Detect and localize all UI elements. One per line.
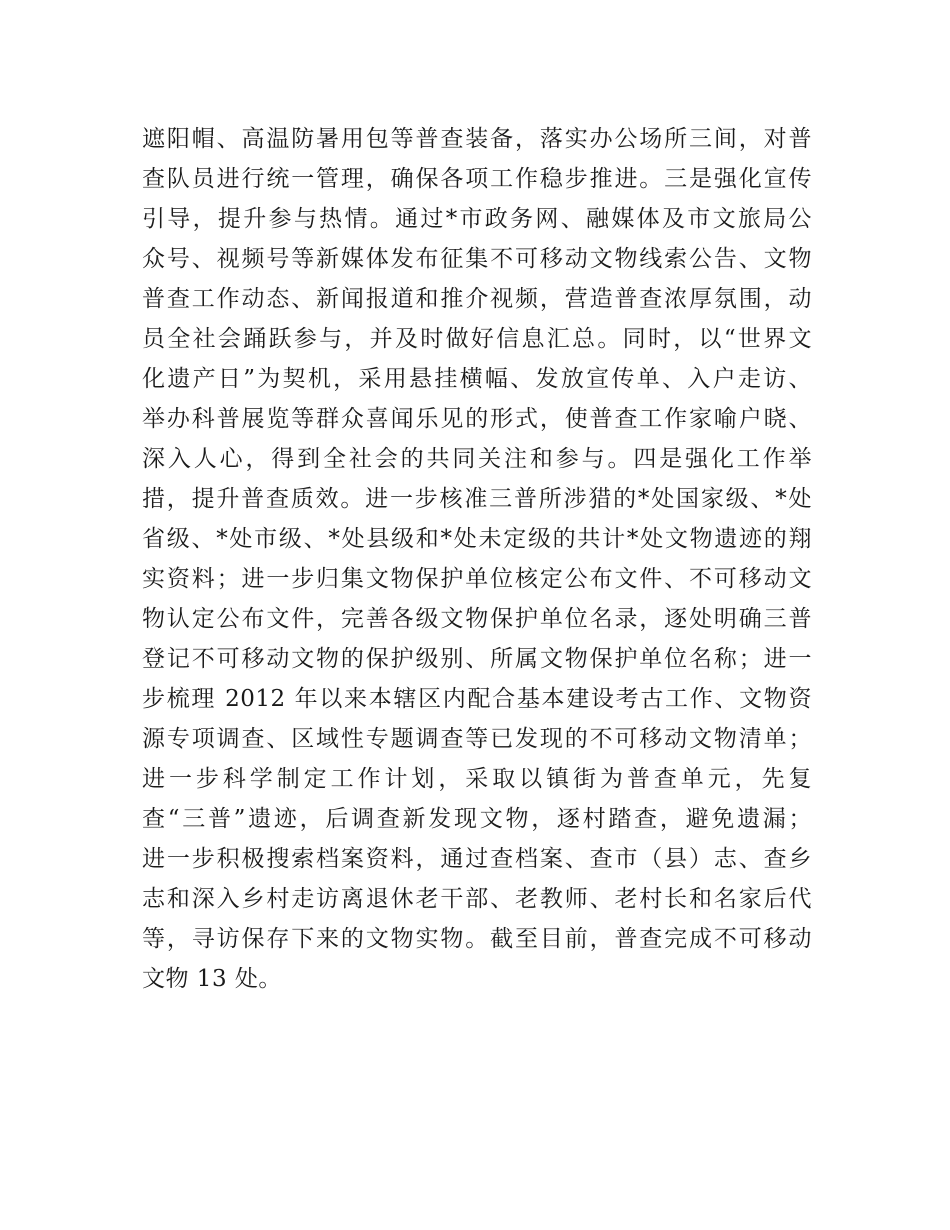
text-line: 步梳理 2012 年以来本辖区内配合基本建设考古工作、文物资 bbox=[142, 686, 812, 712]
text-line-last: 文物 13 处。 bbox=[142, 966, 282, 992]
text-line: 遮阳帽、高温防暑用包等普查装备，落实办公场所三间，对普 bbox=[142, 126, 812, 152]
text-line: 员全社会踊跃参与，并及时做好信息汇总。同时，以“世界文 bbox=[142, 326, 812, 352]
text-line: 省级、*处市级、*处县级和*处未定级的共计*处文物遗迹的翔 bbox=[142, 526, 812, 552]
text-line: 志和深入乡村走访离退休老干部、老教师、老村长和名家后代 bbox=[142, 886, 812, 912]
text-line: 登记不可移动文物的保护级别、所属文物保护单位名称；进一 bbox=[142, 646, 812, 672]
text-line: 措，提升普查质效。进一步核准三普所涉猎的*处国家级、*处 bbox=[142, 486, 812, 512]
text-line: 进一步积极搜索档案资料，通过查档案、查市（县）志、查乡 bbox=[142, 846, 812, 872]
text-line: 等，寻访保存下来的文物实物。截至目前，普查完成不可移动 bbox=[142, 926, 812, 952]
text-line: 化遗产日”为契机，采用悬挂横幅、发放宣传单、入户走访、 bbox=[142, 366, 812, 392]
text-line: 举办科普展览等群众喜闻乐见的形式，使普查工作家喻户晓、 bbox=[142, 406, 812, 432]
text-line: 查队员进行统一管理，确保各项工作稳步推进。三是强化宣传 bbox=[142, 166, 812, 192]
text-line: 物认定公布文件，完善各级文物保护单位名录，逐处明确三普 bbox=[142, 606, 812, 632]
text-line: 实资料；进一步归集文物保护单位核定公布文件、不可移动文 bbox=[142, 566, 812, 592]
text-line: 普查工作动态、新闻报道和推介视频，营造普查浓厚氛围，动 bbox=[142, 286, 812, 312]
text-line: 引导，提升参与热情。通过*市政务网、融媒体及市文旅局公 bbox=[142, 206, 812, 232]
body-paragraph bbox=[142, 119, 812, 999]
text-line: 众号、视频号等新媒体发布征集不可移动文物线索公告、文物 bbox=[142, 246, 812, 272]
text-line: 源专项调查、区域性专题调查等已发现的不可移动文物清单； bbox=[142, 726, 812, 752]
text-line: 查“三普”遗迹，后调查新发现文物，逐村踏查，避免遗漏； bbox=[142, 806, 812, 832]
text-line: 深入人心，得到全社会的共同关注和参与。四是强化工作举 bbox=[142, 446, 812, 472]
text-line: 进一步科学制定工作计划，采取以镇街为普查单元，先复 bbox=[142, 766, 812, 792]
